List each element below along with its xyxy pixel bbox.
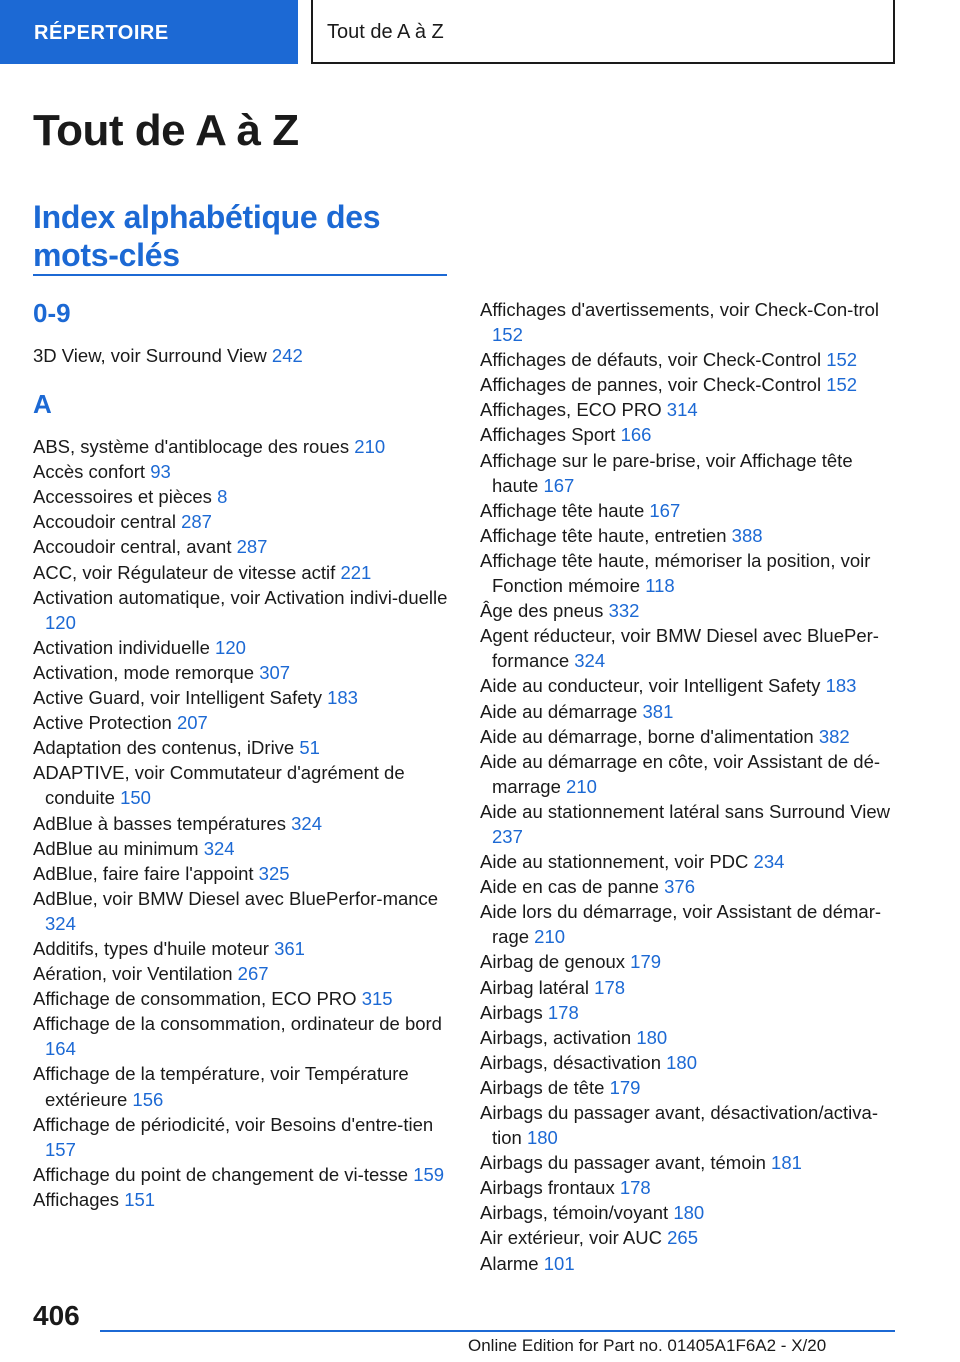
index-entry-text: Adaptation des contenus, iDrive [33,737,295,759]
index-page-link[interactable]: 178 [619,1177,651,1199]
index-entry-text: AdBlue à basses températures [33,812,286,834]
index-entry-text: Affichage tête haute [480,499,645,521]
tab-repertoire[interactable]: RÉPERTOIRE [0,0,298,64]
index-page-link[interactable]: 242 [271,345,303,366]
index-entry-text: Additifs, types d'huile moteur [33,937,269,959]
index-entry-text: Affichages [33,1188,120,1210]
index-page-link[interactable]: 180 [636,1026,668,1048]
index-entry [480,623,895,673]
index-entry-text: Affichages, ECO PRO [480,399,662,421]
index-entry [33,434,448,459]
index-entry [480,1100,895,1150]
index-entry-text: Aide au conducteur, voir Intelligent Safety [480,675,821,697]
index-entry-text: Aide au démarrage en côte, voir Assistant de dé‐marrage [480,750,881,797]
index-entry [480,372,895,397]
index-page-link[interactable]: 324 [203,837,235,859]
page-subtitle: Index alphabétique des mots-clés [33,199,381,273]
index-entry-text: Accès confort [33,461,146,483]
index-entry [480,422,895,447]
index-page-link[interactable]: 51 [299,737,320,759]
index-page-link[interactable]: 156 [132,1088,164,1110]
index-entry [33,760,448,810]
index-entry-text: Accoudoir central, avant [33,536,232,558]
index-entry [480,297,895,347]
index-column-left [33,297,448,1212]
index-page-link[interactable]: 381 [642,700,674,722]
index-page-link[interactable]: 210 [534,926,566,948]
index-page-link[interactable]: 332 [608,600,640,622]
index-page-link[interactable]: 178 [594,976,626,998]
index-entry-text: Aide au démarrage, borne d'alimentation [480,725,814,747]
index-entry-text: Affichage sur le pare-brise, voir Affichage tête haute [480,449,853,496]
index-entry [480,1251,895,1276]
index-entry [33,886,448,936]
index-entry [480,1000,895,1025]
index-entry [33,560,448,585]
index-page-link[interactable]: 157 [45,1138,76,1160]
index-entry [480,1225,895,1250]
index-entry [480,1175,895,1200]
index-page-link[interactable]: 180 [526,1127,558,1149]
index-page-link[interactable]: 150 [120,787,151,809]
index-entry [480,523,895,548]
index-page-link[interactable]: 167 [649,499,681,521]
index-entry [480,548,895,598]
index-column-right [480,297,895,1276]
index-entry-text: Affichages d'avertissements, voir Check-Con‐trol [480,299,880,320]
index-entry-text: Aide en cas de panne [480,876,659,898]
index-entry-text: Affichage de consommation, ECO PRO [33,988,357,1010]
index-entry-text: Airbags [480,1001,543,1023]
index-page-link[interactable]: 210 [566,775,597,797]
index-entry-text: Airbags du passager avant, témoin [480,1152,766,1174]
index-entry-text: Active Guard, voir Intelligent Safety [33,687,322,709]
index-entry-text: Alarme [480,1252,539,1274]
index-entry-text: Airbags, témoin/voyant [480,1202,669,1224]
index-entry-text: Aide au stationnement latéral sans Surround View [480,800,890,822]
index-page-link[interactable]: 267 [237,963,269,985]
index-entry [33,861,448,886]
index-page-link[interactable]: 179 [630,951,662,973]
index-entry [33,459,448,484]
index-page-link[interactable]: 315 [361,988,393,1010]
index-entry [480,397,895,422]
index-entry [480,724,895,749]
index-entry [480,1025,895,1050]
index-entry-text: Aide lors du démarrage, voir Assistant de démar‐rage [480,901,882,948]
index-entry-text: Agent réducteur, voir BMW Diesel avec BluePer‐formance [480,625,879,672]
index-entry-text: ACC, voir Régulateur de vitesse actif [33,561,336,583]
index-entry [480,347,895,372]
top-navigation-bar [0,0,960,66]
index-entry [33,660,448,685]
index-entry-text: Activation individuelle [33,636,210,658]
index-entry [480,1150,895,1175]
index-entry-text: Aide au stationnement, voir PDC [480,851,749,873]
index-page-link[interactable]: 118 [645,575,675,597]
index-entry-text: Airbags du passager avant, désactivation/activa‐tion [480,1102,878,1149]
index-page-link[interactable]: 101 [543,1252,575,1274]
index-entry [33,735,448,760]
index-entry [33,1061,448,1111]
index-entry-text: Aération, voir Ventilation [33,963,233,985]
index-page-link[interactable]: 179 [609,1076,641,1098]
index-page-link[interactable]: 234 [753,851,785,873]
index-entry [480,949,895,974]
index-entry-text: Accoudoir central [33,511,176,533]
index-page-link[interactable]: 120 [215,636,246,658]
index-page-link[interactable]: 180 [666,1051,698,1073]
index-entry [480,498,895,523]
edition-note: Online Edition for Part no. 01405A1F6A2 - X/20 [468,1336,827,1355]
index-page-link[interactable]: 8 [217,486,228,508]
index-entry [33,343,448,368]
index-entry [33,1112,448,1162]
index-entry-text: Airbag de genoux [480,951,626,973]
index-entry-text: Affichage tête haute, entretien [480,524,727,546]
index-entry-text: Aide au démarrage [480,700,638,722]
index-entry-text: Airbags de tête [480,1076,605,1098]
index-entry-text: Âge des pneus [480,600,604,622]
index-entry-text: Affichages de défauts, voir Check-Control [480,349,822,371]
index-entry [480,1200,895,1225]
index-entry [33,585,448,635]
index-entry [480,1075,895,1100]
index-entry [480,598,895,623]
index-entry-text: ABS, système d'antiblocage des roues [33,436,350,458]
subtitle-divider [33,274,447,276]
index-entry-text: Affichages de pannes, voir Check-Control [480,374,822,396]
index-letter-heading: A [33,389,52,420]
index-entry [33,484,448,509]
index-entry-text: Activation, mode remorque [33,661,255,683]
index-page-link[interactable]: 152 [826,374,858,396]
index-entry-text: 3D View, voir Surround View [33,345,267,366]
index-page-link[interactable]: 325 [258,862,290,884]
index-page-link[interactable]: 167 [543,474,575,496]
index-entry [33,710,448,735]
index-entry-text: Airbags, activation [480,1026,632,1048]
index-entry [33,1011,448,1061]
index-entry [480,874,895,899]
index-page-link[interactable]: 159 [413,1163,445,1185]
index-entry-text: Airbags, désactivation [480,1051,661,1073]
index-entry [480,673,895,698]
index-page-link[interactable]: 307 [259,661,291,683]
index-entry [480,699,895,724]
index-entry [33,961,448,986]
index-entry-text: AdBlue, faire faire l'appoint [33,862,254,884]
index-entry-text: Affichages Sport [480,424,616,446]
index-entry [480,849,895,874]
index-entry-text: Affichage de la consommation, ordinateur de bord [33,1013,442,1035]
index-page-link[interactable]: 287 [236,536,268,558]
index-entry [480,749,895,799]
index-page-link[interactable]: 151 [124,1188,156,1210]
page-number: 406 [33,1300,80,1331]
tab-current-chapter[interactable]: Tout de A à Z [311,0,895,64]
index-entry-text: Active Protection [33,712,172,734]
index-entry [33,685,448,710]
index-page-link[interactable]: 183 [825,675,857,697]
index-letter-heading: 0-9 [33,298,71,328]
index-page-link[interactable]: 382 [818,725,850,747]
index-page-link[interactable]: 324 [291,812,322,834]
index-page-link[interactable]: 221 [340,561,372,583]
index-entry [480,975,895,1000]
index-page-link[interactable]: 183 [327,687,358,709]
index-page-link[interactable]: 180 [673,1202,705,1224]
index-page-link[interactable]: 166 [620,424,652,446]
index-entry-text: Activation automatique, voir Activation indivi‐duelle [33,586,448,608]
index-entry-text: Affichage de périodicité, voir Besoins d'entre‐tien [33,1113,434,1135]
index-entry [33,936,448,961]
index-entry [480,899,895,949]
index-page-link[interactable]: 361 [274,937,305,959]
index-page-link[interactable]: 207 [176,712,208,734]
index-entry [33,534,448,559]
index-page-link[interactable]: 210 [354,436,386,458]
index-entry-text: Airbag latéral [480,976,590,998]
index-entry-text: ADAPTIVE, voir Commutateur d'agrément de conduite [33,762,405,809]
index-entry-text: Airbags frontaux [480,1177,615,1199]
index-page-link[interactable]: 376 [664,876,695,898]
index-page-link[interactable]: 324 [574,650,606,672]
index-entry [33,836,448,861]
index-page-link[interactable]: 388 [731,524,763,546]
index-page-link[interactable]: 181 [771,1152,802,1174]
index-page-link[interactable]: 287 [181,511,212,533]
index-entry [33,635,448,660]
index-entry-text: Air extérieur, voir AUC [480,1227,662,1249]
page-title: Tout de A à Z [33,106,299,155]
index-entry [480,1050,895,1075]
index-entry-text: Accessoires et pièces [33,486,212,508]
index-entry-text: AdBlue au minimum [33,837,199,859]
index-page-link[interactable]: 152 [492,324,523,346]
index-page-link[interactable]: 314 [666,399,698,421]
index-entry [33,509,448,534]
index-entry-text: Affichage tête haute, mémoriser la position, voir Fonction mémoire [480,549,871,597]
index-page-link[interactable]: 324 [45,912,76,934]
index-entry [33,811,448,836]
index-page-link[interactable]: 178 [547,1001,579,1023]
footer-divider [100,1330,895,1332]
index-page-link[interactable]: 93 [150,461,171,483]
index-page-link[interactable]: 152 [826,349,858,371]
index-entry [480,448,895,498]
index-entry-text: Affichage du point de changement de vi‐tesse [33,1163,409,1185]
index-entry-text: AdBlue, voir BMW Diesel avec BluePerfor‐mance [33,887,439,909]
index-page-link[interactable]: 237 [492,825,523,847]
index-page-link[interactable]: 265 [667,1227,698,1249]
index-page-link[interactable]: 120 [45,611,76,633]
index-page-link[interactable]: 164 [45,1038,76,1060]
index-entry [33,1187,448,1212]
index-entry [33,1162,448,1187]
index-entry [480,799,895,849]
index-entry [33,986,448,1011]
index-entry-text: Affichage de la température, voir Température extérieure [33,1063,409,1110]
